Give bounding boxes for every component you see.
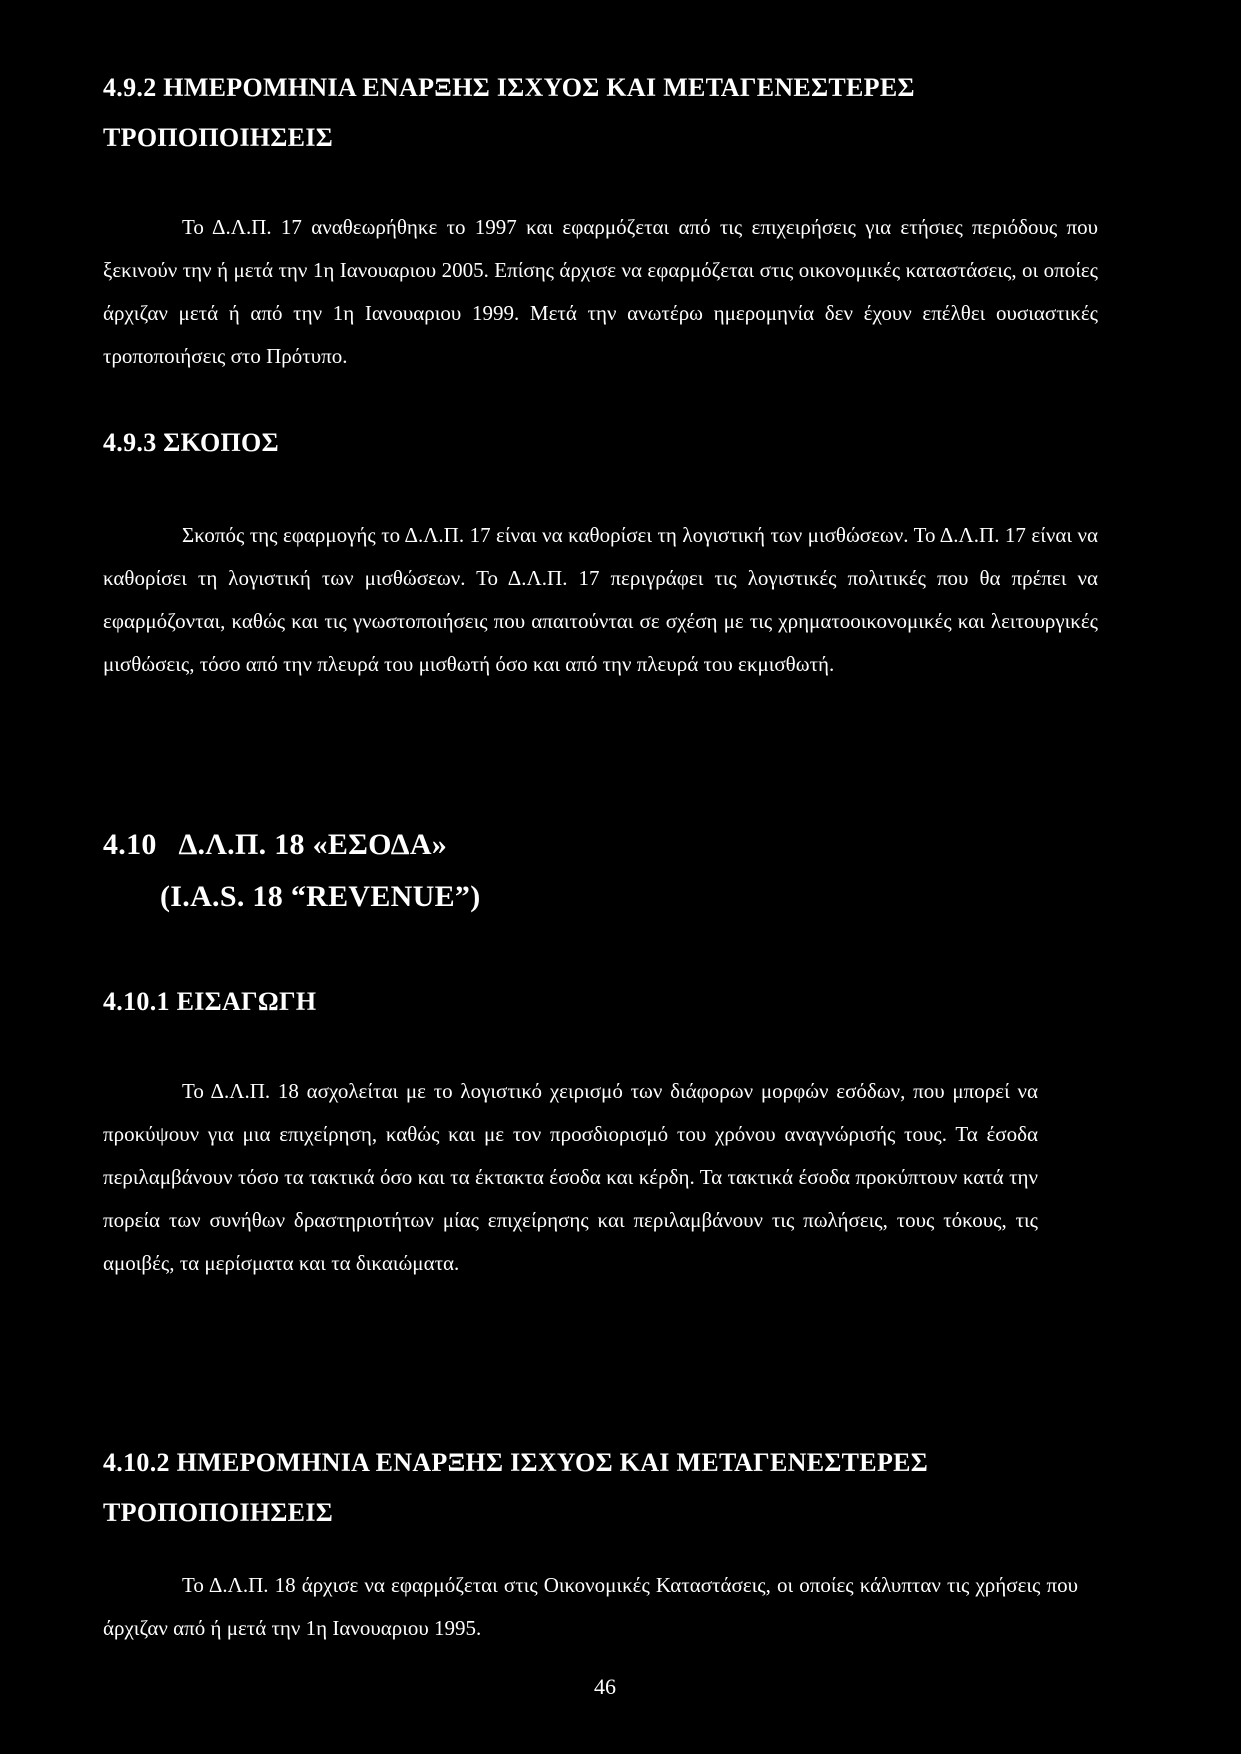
section-heading-4-10-2 — [103, 1438, 1133, 1538]
chapter-heading-4-10-line1: 4.10 Δ.Λ.Π. 18 «ΕΣΟΔΑ» — [103, 828, 448, 861]
section-heading-4-10-2-line1: 4.10.2 ΗΜΕΡΟΜΗΝΙΑ ΕΝΑΡΞΗΣ ΙΣΧΥΟΣ ΚΑΙ ΜΕΤΑΓΕΝΕΣΤΕΡΕΣ — [103, 1448, 929, 1477]
paragraph-4-9-3: Σκοπός της εφαρμογής το Δ.Λ.Π. 17 είναι να καθορίσει τη λογιστική των μισθώσεων. Το Δ.Λ.Π. 17 είναι να καθορίσει τη λογιστική των μισθώσεων. Το Δ.Λ.Π. 17 περιγράφει τις λογιστικές πολιτικές που θα πρέπει να εφαρμόζονται, καθώς και τις γνωστοποιήσεις που απαιτούνται σε σχέση με τις χρηματοοικονομικές και λειτουργικές μισθώσεις, τόσο από την πλευρά του μισθωτή όσο και από την πλευρά του εκμισθωτή. — [103, 523, 1098, 676]
chapter-heading-4-10-line2: (I.A.S. 18 “REVENUE”) — [160, 880, 481, 913]
chapter-heading-4-10 — [103, 819, 903, 923]
section-heading-4-9-2 — [103, 63, 1133, 163]
paragraph-4-10-2: Το Δ.Λ.Π. 18 άρχισε να εφαρμόζεται στις Οικονομικές Καταστάσεις, οι οποίες κάλυπταν τις χρήσεις που άρχιζαν από ή μετά την 1η Ιανουαριου 1995. — [103, 1573, 1078, 1640]
page-number: 46 — [594, 1674, 616, 1699]
section-heading-4-10-2-line2: ΤΡΟΠΟΠΟΙΗΣΕΙΣ — [103, 1498, 334, 1527]
paragraph-4-10-1: Το Δ.Λ.Π. 18 ασχολείται με το λογιστικό χειρισμό των διάφορων μορφών εσόδων, που μπορεί να προκύψουν για μια επιχείρηση, καθώς και με τον προσδιορισμό του χρόνου αναγνώρισής τους. Τα έσοδα περιλαμβάνουν τόσο τα τακτικά όσο και τα έκτακτα έσοδα και κέρδη. Τα τακτικά έσοδα προκύπτουν κατά την πορεία των συνήθων δραστηριοτήτων μίας επιχείρησης και περιλαμβάνουν τις πωλήσεις, τους τόκους, τις αμοιβές, τα μερίσματα και τα δικαιώματα. — [103, 1079, 1038, 1275]
section-heading-4-9-3: 4.9.3 ΣΚΟΠΟΣ — [103, 428, 279, 457]
section-heading-4-9-2-line2: ΤΡΟΠΟΠΟΙΗΣΕΙΣ — [103, 123, 334, 152]
section-heading-4-10-1: 4.10.1 ΕΙΣΑΓΩΓΗ — [103, 987, 317, 1016]
paragraph-4-9-2: Το Δ.Λ.Π. 17 αναθεωρήθηκε το 1997 και εφαρμόζεται από τις επιχειρήσεις για ετήσιες περιόδους που ξεκινούν την ή μετά την 1η Ιανουαριου 2005. Επίσης άρχισε να εφαρμόζεται στις οικονομικές καταστάσεις, οι οποίες άρχιζαν μετά ή από την 1η Ιανουαριου 1999. Μετά την ανωτέρω ημερομηνία δεν έχουν επέλθει ουσιαστικές τροποποιήσεις στο Πρότυπο. — [103, 215, 1098, 368]
section-heading-4-9-2-line1: 4.9.2 ΗΜΕΡΟΜΗΝΙΑ ΕΝΑΡΞΗΣ ΙΣΧΥΟΣ ΚΑΙ ΜΕΤΑΓΕΝΕΣΤΕΡΕΣ — [103, 73, 915, 102]
